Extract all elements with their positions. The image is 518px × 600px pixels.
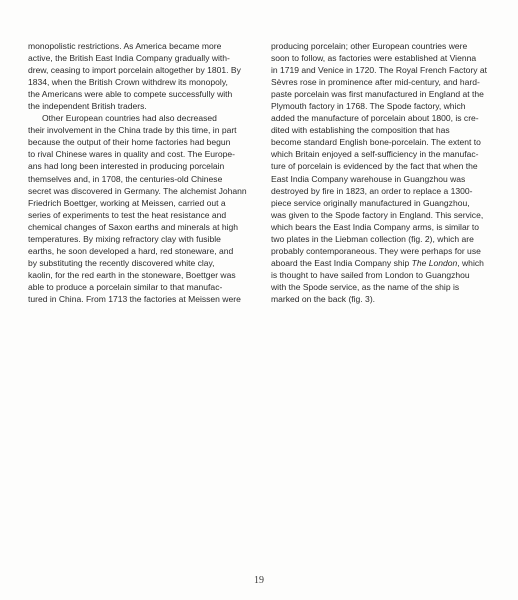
text-line: destroyed by fire in 1823, an order to replace a 1300- <box>271 185 473 196</box>
text-line: chemical changes of Saxon earths and minerals at high <box>28 221 238 232</box>
text-line: active, the British East India Company gradually with- <box>28 53 230 64</box>
text-line: Friedrich Boettger, working at Meissen, carried out a <box>28 197 226 208</box>
text-line: paste porcelain was first manufactured in England at the <box>271 89 484 100</box>
text-line: drew, ceasing to import porcelain altogether by 1801. By <box>28 65 241 76</box>
text-line: was given to the Spode factory in England. This service, <box>271 209 484 220</box>
text-line: two plates in the Liebman collection (fig. 2), which are <box>271 233 474 244</box>
text-line: secret was discovered in Germany. The alchemist Johann <box>28 185 247 196</box>
text-fragment: , which <box>457 257 484 268</box>
text-line: kaolin, for the red earth in the stoneware, Boettger was <box>28 269 236 280</box>
page-number: 19 <box>254 575 264 586</box>
text-line: by substituting the recently discovered white clay, <box>28 257 215 268</box>
text-line: which bears the East India Company arms, is similar to <box>271 221 480 232</box>
text-line: earths, he soon developed a hard, red stoneware, and <box>28 245 234 256</box>
text-line: series of experiments to test the heat resistance and <box>28 209 227 220</box>
text-line: which Britain enjoyed a self-sufficiency in the manufac- <box>271 149 479 160</box>
text-line: Other European countries had also decreased <box>42 113 217 124</box>
text-line: the Americans were able to compete successfully with <box>28 89 233 100</box>
text-line: because the output of their home factories had begun <box>28 137 231 148</box>
text-line: probably contemporaneous. They were perhaps for use <box>271 245 481 256</box>
text-line: ans had long been interested in producing porcelain <box>28 161 225 172</box>
text-line: producing porcelain; other European countries were <box>271 41 468 51</box>
text-line: monopolistic restrictions. As America became more <box>28 41 222 51</box>
text-line: themselves and, in 1708, the centuries-old Chinese <box>28 173 223 184</box>
text-line: Sèvres rose in prominence after mid-century, and hard- <box>271 77 480 88</box>
text-line: marked on the back (fig. 3). <box>271 293 376 304</box>
ship-name: The London <box>411 257 458 268</box>
right-text-column <box>271 40 497 305</box>
text-line: with the Spode service, as the name of the ship is <box>271 281 460 292</box>
text-line: the independent British traders. <box>28 101 147 112</box>
text-line: piece service originally manufactured in Guangzhou, <box>271 197 470 208</box>
text-line: their involvement in the China trade by this time, in part <box>28 125 237 136</box>
text-line: to rival Chinese wares in quality and cost. The Europe- <box>28 149 235 160</box>
text-fragment: aboard the East India Company ship <box>271 257 412 268</box>
text-line: in 1719 and Venice in 1720. The Royal French Factory at <box>271 65 488 76</box>
text-line: is thought to have sailed from London to Guangzhou <box>271 269 470 280</box>
text-line: Plymouth factory in 1768. The Spode factory, which <box>271 101 466 112</box>
text-line: added the manufacture of porcelain about 1800, is cre- <box>271 113 479 124</box>
text-line: able to produce a porcelain similar to that manufac- <box>28 281 223 292</box>
text-line: temperatures. By mixing refractory clay with fusible <box>28 233 221 244</box>
text-line: dited with establishing the composition that has <box>271 125 450 136</box>
text-line: soon to follow, as factories were established at Vienna <box>271 53 477 64</box>
text-line: become standard English bone-porcelain. The extent to <box>271 137 481 148</box>
text-line <box>271 257 497 269</box>
text-line: 1834, when the British Crown withdrew its monopoly, <box>28 77 228 88</box>
text-line: East India Company warehouse in Guangzhou was <box>271 173 466 184</box>
text-line: ture of porcelain is evidenced by the fact that when the <box>271 161 478 172</box>
left-text-column <box>28 40 254 305</box>
text-line: tured in China. From 1713 the factories at Meissen were <box>28 293 241 304</box>
